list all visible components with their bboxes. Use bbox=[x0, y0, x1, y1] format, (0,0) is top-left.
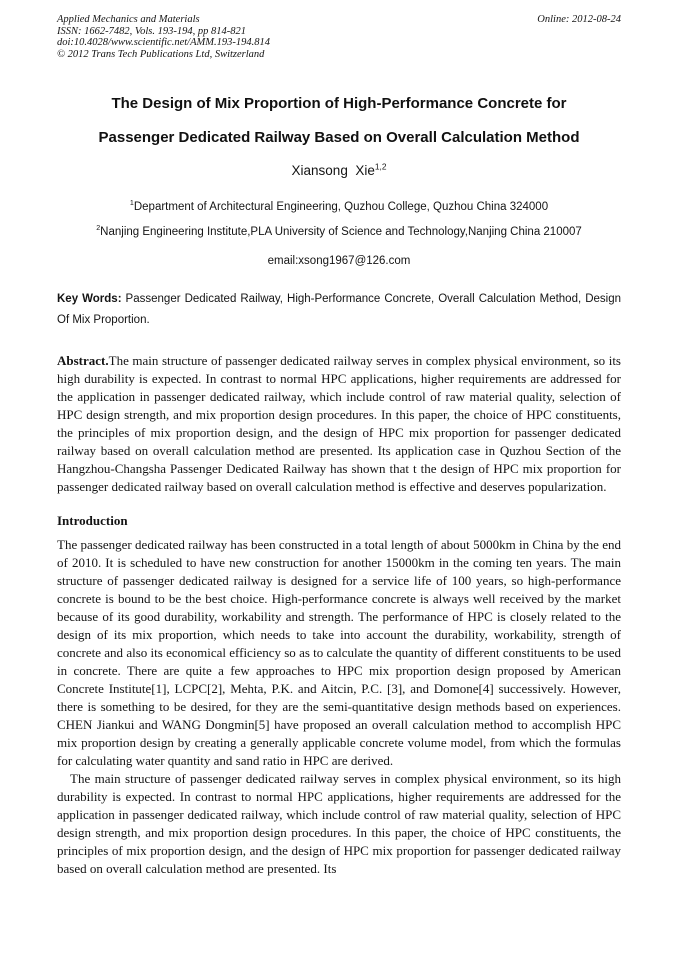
journal-header bbox=[57, 14, 621, 60]
abstract-paragraph bbox=[57, 352, 621, 496]
affiliation-2 bbox=[57, 224, 621, 240]
journal-header-left bbox=[57, 14, 270, 60]
paper-title bbox=[57, 87, 621, 155]
introduction-paragraph-2: The main structure of passenger dedicated railway serves in complex physical environment, so its high durability is expected. In contrast to normal HPC applications, higher requirements are addressed for the application in passenger dedicated railway, which include control of raw material quality, selection of HPC design strength, and mix proportion design procedures. In this paper, the choice of HPC constituents, the principles of mix proportion design, and the design of HPC mix proportion for passenger dedicated railway based on overall calculation method are presented. Its bbox=[57, 771, 621, 876]
keywords-text: Passenger Dedicated Railway, High-Performance Concrete, Overall Calculation Method, Design Of Mix Proportion. bbox=[57, 293, 621, 326]
paper-title-line-1: The Design of Mix Proportion of High-Performance Concrete for bbox=[111, 95, 567, 112]
affiliation-1-superscript: 1 bbox=[129, 199, 134, 208]
doi-line: doi:10.4028/www.scientific.net/AMM.193-194.814 bbox=[57, 37, 270, 48]
author-name: Xiansong Xie bbox=[291, 163, 375, 178]
introduction-heading: Introduction bbox=[57, 513, 128, 528]
author-line bbox=[57, 163, 621, 178]
issn-volume-pages: ISSN: 1662-7482, Vols. 193-194, pp 814-821 bbox=[57, 25, 246, 37]
online-date: Online: 2012-08-24 bbox=[537, 14, 621, 25]
copyright-line: © 2012 Trans Tech Publications Ltd, Switzerland bbox=[57, 48, 265, 60]
keywords-label: Key Words: bbox=[57, 293, 122, 305]
affiliation-2-text: Nanjing Engineering Institute,PLA University of Science and Technology,Nanjing China 210007 bbox=[100, 226, 582, 238]
abstract-label: Abstract. bbox=[57, 353, 109, 368]
affiliation-2-superscript: 2 bbox=[96, 224, 101, 233]
paper-title-line-2: Passenger Dedicated Railway Based on Overall Calculation Method bbox=[98, 129, 580, 146]
author-affiliation-superscript: 1,2 bbox=[374, 161, 387, 172]
author-email: email:xsong1967@126.com bbox=[267, 255, 411, 267]
abstract-text: The main structure of passenger dedicated railway serves in complex physical environment, so its high durability is expected. In contrast to normal HPC applications, higher requirements are addressed for the application in passenger dedicated railway, which include control of raw material quality, selection of HPC design strength, and mix proportion design procedures. In this paper, the choice of HPC constituents, the principles of mix proportion design, and the design of HPC mix proportion for passenger dedicated railway based on overall calculation method are presented. Its application case in Quzhou Section of the Hangzhou-Changsha Passenger Dedicated Railway has shown that t the design of HPC mix proportion for passenger dedicated railway based on overall calculation method is effective and deserves popularization. bbox=[57, 353, 621, 494]
journal-name: Applied Mechanics and Materials bbox=[57, 14, 200, 25]
affiliation-1 bbox=[57, 199, 621, 215]
keywords-paragraph bbox=[57, 289, 621, 331]
introduction-paragraph-1: The passenger dedicated railway has been constructed in a total length of about 5000km in China by the end of 2010. It is scheduled to have new construction for another 15000km in the coming ten years. The main structure of passenger dedicated railway is designed for a service life of 100 years, so high-performance concrete is bound to be the best choice. High-performance concrete is always well received by the market because of its good durability, workability and strength. The performance of HPC is closely related to the design of its mix proportion, which needs to take into account the durability, workability, strength of concrete and also its economical efficiency so as to calculate the quantity of different constituents to be used in concrete. There are quite a few approaches to HPC mix proportion design proposed by American Concrete Institute[1], LCPC[2], Mehta, P.K. and Aitcin, P.C. [3], and Domone[4] successively. However, there is something to be desired, for they are the semi-quantitative design methods based on experiences. CHEN Jiankui and WANG Dongmin[5] have proposed an overall calculation method to accomplish HPC mix proportion design by creating a generally applicable concrete volume model, from which the formulas for calculating water quantity and sand ratio in HPC are derived. bbox=[57, 537, 621, 768]
affiliation-1-text: Department of Architectural Engineering, Quzhou College, Quzhou China 324000 bbox=[133, 201, 549, 213]
